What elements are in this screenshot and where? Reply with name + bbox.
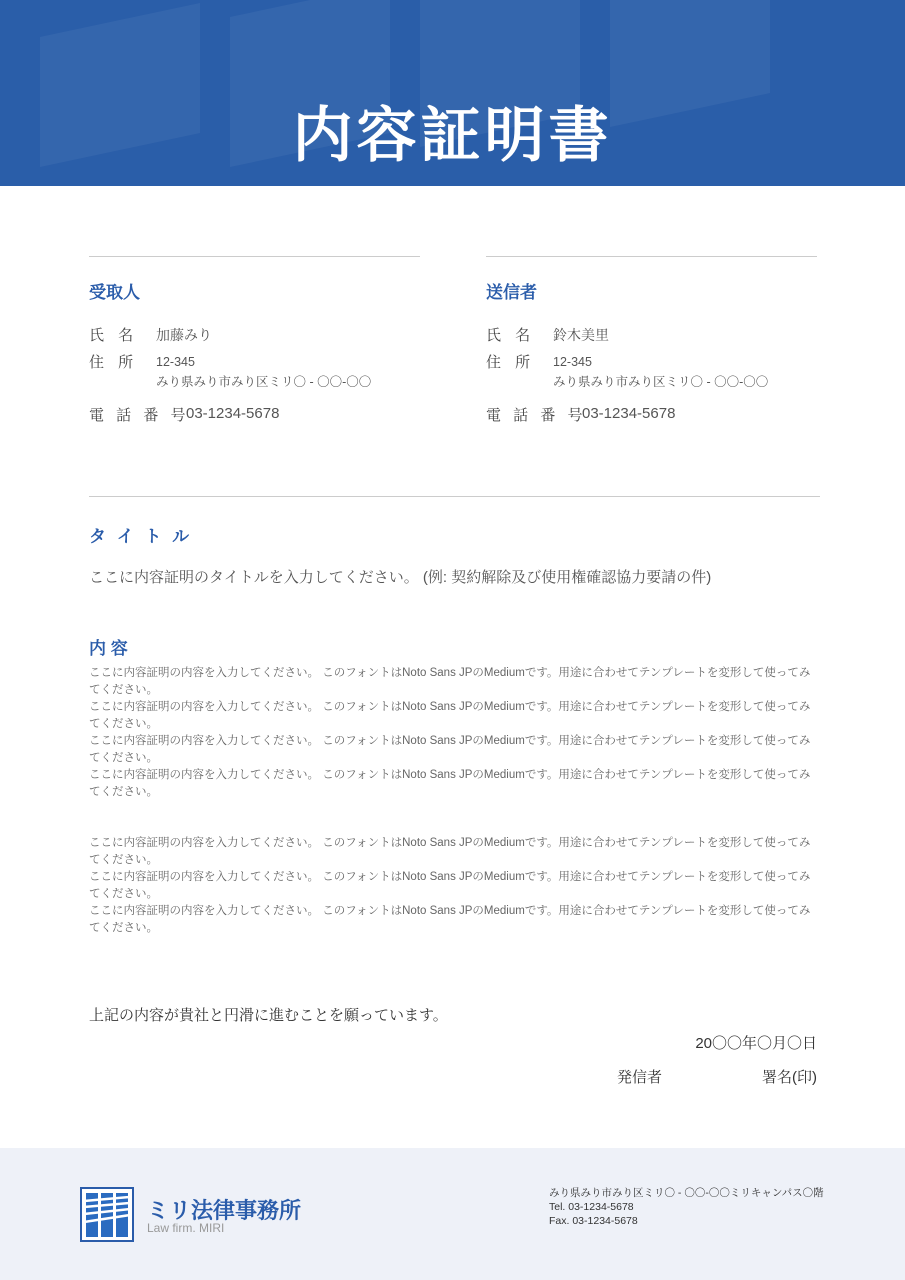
- title-text: ここに内容証明のタイトルを入力してください。 (例: 契約解除及び使用権確認協力要請の件): [89, 569, 712, 586]
- recipient-name: 加藤みり: [156, 327, 212, 343]
- recipient-phone: 03-1234-5678: [186, 405, 280, 422]
- firm-name: ミリ法律事務所: [147, 1198, 302, 1223]
- date: 20〇〇年〇月〇日: [695, 1035, 817, 1052]
- document-title: 内容証明書: [292, 102, 613, 169]
- phone-label: 電 話 番 号: [486, 407, 587, 424]
- sender-phone: 03-1234-5678: [582, 405, 676, 422]
- phone-label: 電 話 番 号: [89, 407, 190, 424]
- content-block-2: [89, 835, 819, 937]
- content-paragraph: ここに内容証明の内容を入力してください。 このフォントはNoto Sans JPのMediumです。用途に合わせてテンプレートを変形して使ってみてください。: [89, 701, 811, 730]
- firm-contact: [549, 1186, 824, 1228]
- name-label: 氏 名: [486, 327, 536, 344]
- recipient-address: みり県みり市みり区ミリ〇 - 〇〇-〇〇: [156, 375, 372, 389]
- content-block-1: [89, 665, 819, 801]
- sender-label: 発信者: [617, 1069, 663, 1086]
- content-paragraph: ここに内容証明の内容を入力してください。 このフォントはNoto Sans JPのMediumです。用途に合わせてテンプレートを変形して使ってみてください。: [89, 871, 811, 900]
- recipient-postal: 12-345: [156, 355, 195, 369]
- name-label: 氏 名: [89, 327, 139, 344]
- header-banner: [0, 0, 905, 186]
- divider: [486, 256, 817, 257]
- firm-logo-icon: [80, 1187, 134, 1242]
- divider: [89, 496, 820, 497]
- address-label: 住 所: [89, 354, 139, 371]
- content-paragraph: ここに内容証明の内容を入力してください。 このフォントはNoto Sans JPのMediumです。用途に合わせてテンプレートを変形して使ってみてください。: [89, 837, 811, 866]
- content-heading: 内 容: [89, 639, 128, 658]
- sender-heading: 送信者: [486, 283, 537, 302]
- firm-fax: Fax. 03-1234-5678: [549, 1215, 638, 1227]
- divider: [89, 256, 420, 257]
- sender-address: みり県みり市みり区ミリ〇 - 〇〇-〇〇: [553, 375, 769, 389]
- title-heading: タ イ ト ル: [89, 527, 193, 546]
- content-paragraph: ここに内容証明の内容を入力してください。 このフォントはNoto Sans JPのMediumです。用途に合わせてテンプレートを変形して使ってみてください。: [89, 905, 811, 934]
- signature: 署名(印): [762, 1069, 817, 1086]
- content-paragraph: ここに内容証明の内容を入力してください。 このフォントはNoto Sans JPのMediumです。用途に合わせてテンプレートを変形して使ってみてください。: [89, 667, 811, 696]
- firm-name-en: Law firm. MIRI: [147, 1221, 225, 1235]
- firm-address: みり県みり市みり区ミリ〇 - 〇〇-〇〇ミリキャンパス〇階: [549, 1187, 824, 1199]
- address-label: 住 所: [486, 354, 536, 371]
- recipient-heading: 受取人: [89, 283, 140, 302]
- sender-postal: 12-345: [553, 355, 592, 369]
- content-paragraph: ここに内容証明の内容を入力してください。 このフォントはNoto Sans JPのMediumです。用途に合わせてテンプレートを変形して使ってみてください。: [89, 735, 811, 764]
- sender-name: 鈴木美里: [553, 327, 609, 343]
- content-paragraph: ここに内容証明の内容を入力してください。 このフォントはNoto Sans JPのMediumです。用途に合わせてテンプレートを変形して使ってみてください。: [89, 769, 811, 798]
- closing-text: 上記の内容が貴社と円滑に進むことを願っています。: [89, 1007, 448, 1024]
- firm-tel: Tel. 03-1234-5678: [549, 1201, 634, 1213]
- footer: [0, 1148, 905, 1280]
